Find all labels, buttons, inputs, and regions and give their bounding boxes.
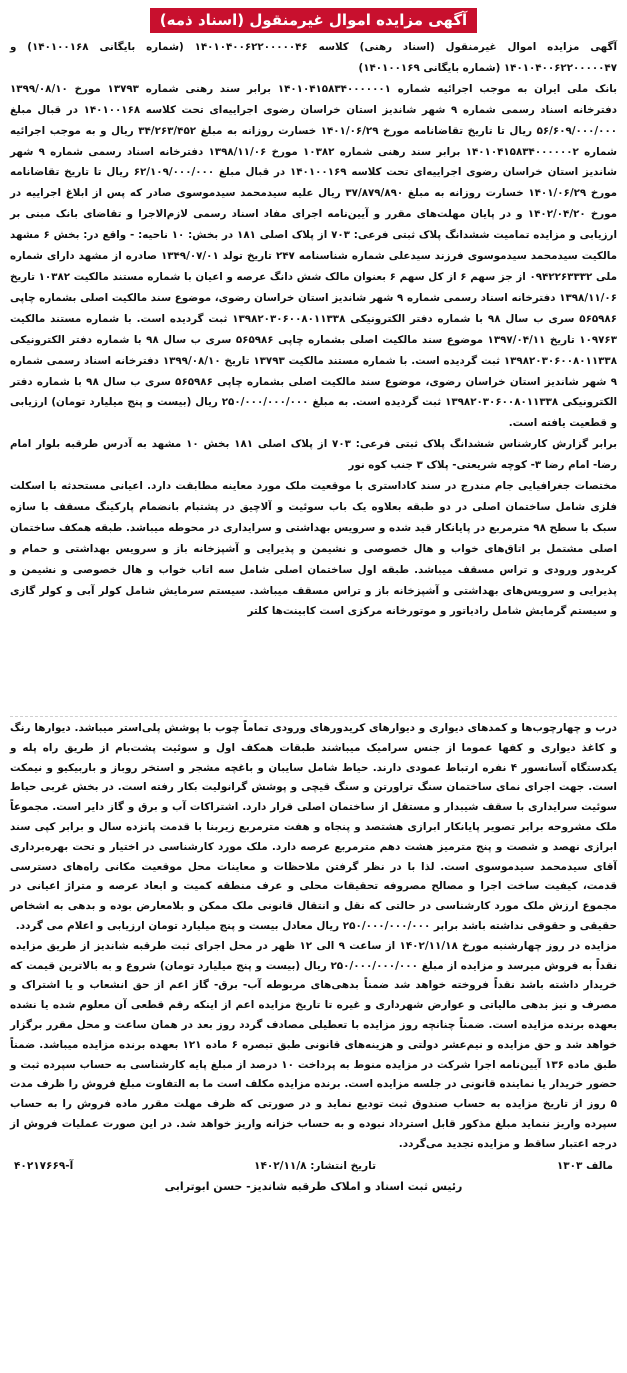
notice-paragraph-auction-terms: مزایده در روز چهارشنبه مورخ ۱۴۰۲/۱۱/۱۸ از ساعت ۹ الی ۱۲ ظهر در محل اجرای ثبت طرقبه شاندیز از طریق مزایده نقداً به فروش میرسد و مزایده از مبلغ ۲۵۰/۰۰۰/۰۰۰/۰۰۰ ریال (بیست و پنج میلیارد تومان) شروع و به بالاترین قیمت که خریدار داشته باشد نقداً فروخته خواهد شد ضمناً بدهی‌های مربوطه آب- برق- گاز اعم از حق انشعاب و یا اشتراک و مصرف و نیز بدهی مالیاتی و عوارض شهرداری و غیره تا تاریخ مزایده اعم از اینکه رقم قطعی آن معلوم شده یا نشده بعهده برنده مزایده است. ضمناً چنانچه روز مزایده با تعطیلی مصادف گردد روز بعد در همان ساعت و محل مقرر برگزار خواهد شد و حق مزایده و نیم‌عشر دولتی و هزینه‌های قانونی طبق تبصره ۶ ماده ۱۲۱ بعهده برنده مزایده میباشد. ضمناً طبق ماده ۱۳۶ آیین‌نامه اجرا شرکت در مزایده منوط به پرداخت ۱۰ درصد از مبلغ پایه کارشناسی به حساب سپرده ثبت و حضور خریدار یا نماینده قانونی در جلسه مزایده است. برنده مزایده مکلف است ما به التفاوت مبلغ فروش را ظرف مدت ۵ روز از تاریخ مزایده به حساب صندوق ثبت تودیع نماید و در صورتی که ظرف مهلت مقرر ماده فروش را به حساب سپرده واریز ننماید مبلغ مذکور قابل استرداد نبوده و به حساب خزانه واریز خواهد شد. در این صورت عملیات فروش از درجه اعتبار ساقط و مزایده تجدید می‌گردد. <box>10 939 617 1150</box>
notice-paragraph-description: مختصات جغرافیایی جام مندرج در سند کاداستری با موقعیت ملک مورد معاینه مطابقت دارد. اعیانی مستحدثه با اسکلت فلزی شامل ساختمان اصلی در دو طبقه بعلاوه یک باب سوئیت و آلاچیق در پشتبام بانضمام پارکینگ مسقف با سازه سبک با سطح ۹۸ مترمربع در پایانکار قید شده و سرویس بهداشتی و سرایداری در محوطه میباشد. طبقه همکف ساختمان اصلی مشتمل بر اتاق‌های خواب و هال خصوصی و نشیمن و پذیرایی و آشپزخانه باز و سرویس بهداشتی و حمام و کریدور ورودی و تراس مسقف میباشد. طبقه اول ساختمان اصلی شامل سه اتاب خواب و هال خصوصی و نشیمن و پذیرایی و سرویس‌های بهداشتی و آشپزخانه باز و تراس مسقف میباشد. سیستم سرمایش شامل کولر آبی و کولر گازی و سیستم گرمایش شامل رادیاتور و موتورخانه مرکزی است کابینت‌ها کلتر <box>10 480 618 618</box>
notice-paragraph-header: آگهی مزایده اموال غیرمنقول (اسناد رهنی) کلاسه ۱۴۰۱۰۴۰۰۶۲۲۰۰۰۰۰۴۶ (شماره بایگانی ۱۴۰۱۰۰۱۶۸) و ۱۴۰۱۰۴۰۰۶۲۲۰۰۰۰۰۴۷ (شماره بایگانی ۱۴۰۱۰۰۱۶۹) <box>10 41 617 74</box>
footer-publish-date: تاریخ انتشار: ۱۴۰۲/۱۱/۸ <box>254 1159 377 1172</box>
notice-bottom-block <box>10 719 617 1197</box>
notice-footer <box>10 1157 617 1175</box>
footer-code: مالف ۱۳۰۳ <box>556 1159 613 1172</box>
notice-paragraph-execution: بانک ملی ایران به موجب اجرائیه شماره ۱۴۰۱۰۴۱۵۸۳۴۰۰۰۰۰۰۱ برابر سند رهنی شماره ۱۳۷۹۳ مورخ ۱۳۹۹/۰۸/۱۰ دفترخانه اسناد رسمی شماره ۹ شهر شاندیز استان خراسان رضوی اجراییه‌ای تحت کلاسه ۱۴۰۱۰۰۱۶۸ در قبال مبلغ ۵۶/۶۰۹/۰۰۰/۰۰۰ ریال تا تاریخ تقاضانامه مورخ ۱۴۰۱/۰۶/۲۹ خسارت روزانه به مبلغ ۳۴/۲۶۳/۴۵۲ ریال و به موجب اجرائیه شماره ۱۴۰۱۰۴۱۵۸۳۴۰۰۰۰۰۰۲ برابر سند رهنی شماره ۱۰۳۸۲ مورخ ۱۳۹۸/۱۱/۰۶ دفترخانه اسناد رسمی شماره ۹ شهر شاندیز استان خراسان رضوی اجراییه‌ای تحت کلاسه ۱۴۰۱۰۰۱۶۹ در قبال مبلغ ۶۲/۱۰۹/۰۰۰/۰۰۰ ریال تا تاریخ تقاضانامه مورخ ۱۴۰۱/۰۶/۲۹ خسارت روزانه به مبلغ ۳۷/۸۷۹/۸۹۰ ریال علیه سیدمحمد سیدموسوی صادر که پس از ابلاغ اجراییه در مورخ ۱۴۰۲/۰۴/۲۰ و در پایان مهلت‌های مقرر و آیین‌نامه اجرای مفاد اسناد رسمی لازم‌الاجرا و تقاضای بانک مبنی بر ارزیابی و مزایده تمامیت ششدانگ پلاک ثبتی فرعی: ۷۰۳ از پلاک اصلی ۱۸۱ در بخش: ۱۰ ناحیه: - واقع در: بخش ۶ مشهد مالکیت سیدمحمد سیدموسوی فرزند سیدعلی شماره شناسنامه ۲۴۷ تاریخ تولد ۱۳۴۹/۰۷/۰۱ صادره از مشهد دارای شماره ملی ۰۹۴۲۲۶۳۳۳۲ از جز سهم ۶ از کل سهم ۶ بعنوان مالک شش دانگ عرصه و اعیان با شماره مستند مالکیت ۱۰۳۸۲ تاریخ ۱۳۹۸/۱۱/۰۶ دفترخانه اسناد رسمی شماره ۹ شهر شاندیز استان خراسان رضوی، موضوع سند مالکیت اصلی بشماره چاپی ۵۶۵۹۸۶ سری ب سال ۹۸ با شماره دفتر الکترونیکی ۱۳۹۸۲۰۳۰۶۰۰۸۰۱۱۳۳۸ ثبت گردیده است. با شماره مستند مالکیت ۱۰۹۷۶۳ تاریخ ۱۳۹۷/۰۴/۱۱ موضوع سند مالکیت اصلی بشماره چاپی ۵۶۵۹۸۶ سری ب سال ۹۸ با شماره دفتر الکترونیکی ۱۳۹۸۲۰۳۰۶۰۰۸۰۱۱۳۳۸ ثبت گردیده است. با شماره مستند مالکیت ۱۳۷۹۳ تاریخ ۱۳۹۹/۰۸/۱۰ دفترخانه اسناد رسمی شماره ۹ شهر شاندیز استان خراسان رضوی، موضوع سند مالکیت اصلی بشماره چاپی ۵۶۵۹۸۶ سری ب سال ۹۸ با شماره دفتر الکترونیکی ۱۳۹۸۲۰۳۰۶۰۰۸۰۱۱۳۳۸ ثبت گردیده است. به مبلغ ۲۵۰/۰۰۰/۰۰۰/۰۰۰ ریال (بیست و پنج میلیارد تومان) ارزیابی و قطعیت یافته است. <box>10 82 618 430</box>
notice-signature: رئیس ثبت اسناد و املاک طرقبه شاندیز- حسن ابوترابی <box>164 1179 463 1193</box>
column-separator <box>10 716 617 718</box>
footer-ref: آ-۴۰۲۱۷۶۶۹ <box>14 1159 74 1172</box>
notice-title: آگهی مزایده اموال غیرمنقول (اسناد ذمه) <box>150 8 477 33</box>
title-wrap <box>10 8 617 33</box>
notice-paragraph-address: برابر گزارش کارشناس ششدانگ پلاک ثبتی فرعی: ۷۰۳ از پلاک اصلی ۱۸۱ بخش ۱۰ مشهد به آدرس طرقبه بلوار امام رضا- امام رضا ۳- کوچه شریعتی- پلاک ۳ جنب کوه نور <box>10 438 618 472</box>
notice-paragraph-valuation: درب و چهارچوب‌ها و کمدهای دیواری و دیوارهای کریدورهای ورودی تماماً چوب با پوشش پلی‌استر میباشد. دیوارها رنگ و کاغذ دیواری و کفها عموما از جنس سرامیک میباشند طبقات همکف اول و سوئیت پشت‌بام از طریق راه پله و یکدستگاه آسانسور ۴ نفره ارتباط عمودی دارند. حیاط شامل سایبان و باغچه مشجر و استخر روباز و باربیکیو و نیمکت است. جهت اجرای نمای ساختمان سنگ تراورتن و سنگ قیچی و پوشش گرانولیت بکار رفته است. در بخش غربی حیاط سوئیت سرایداری با سقف شیبدار و مستقل از ساختمان اصلی قرار دارد. اشتراکات آب و برق و گاز دایر است. مجموعاً ملک مشروحه برابر تصویر پایانکار ابرازی هشتصد و پنجاه و هفت مترمربع زیربنا با قدمت پانزده سال و برابر کپی سند ابرازی نهصد و شصت و پنج مترمیز هشت دهم مترمربع عرصه دارد. ملک مورد کارشناسی در اختیار و تحت بهره‌برداری آقای سیدمحمد سیدموسوی است. لذا با در نظر گرفتن ملاحظات و معاینات محل موقعیت مکانی راه‌های دسترسی قدمت، کیفیت ساخت اجرا و مصالح مصروفه تحقیقات محلی و عرف منطقه کمیت و ابعاد عرصه و متراژ اعیانی در مجموع ارزش ملک مورد کارشناسی در حالتی که نقل و انتقال قانونی ملک ممکن و بلامعارض بوده و بدهی به اشخاص حقیقی و حقوقی نداشته باشد برابر ۲۵۰/۰۰۰/۰۰۰/۰۰۰ ریال معادل بیست و پنج میلیارد تومان ارزیابی و اعلام می گردد. <box>10 722 617 932</box>
